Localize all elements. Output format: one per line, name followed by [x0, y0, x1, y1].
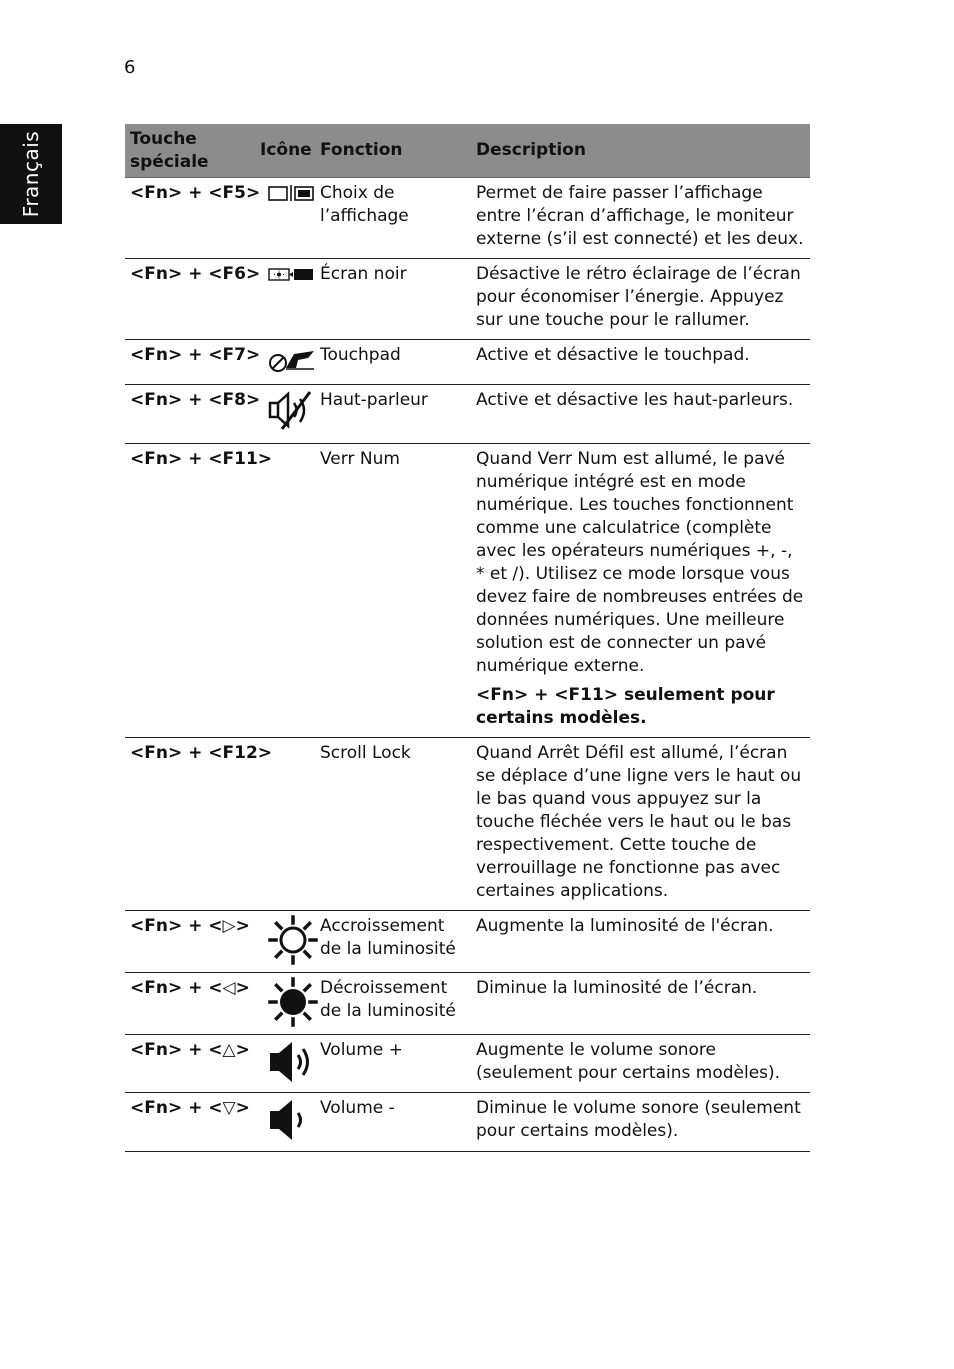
row-function: Haut-parleur	[315, 385, 471, 444]
brightness-down-icon	[268, 977, 318, 1027]
row-function: Touchpad	[315, 340, 471, 385]
row-description: Quand Verr Num est allumé, le pavé numérique intégré est en mode numérique. Les touches fonctionnent comme une calculatrice (complète avec les opérateurs numériques +, -, * et /). Utilisez ce mode lorsque vous devez faire de nombreuses entrées de données numériques. Une meilleure solution est de connecter un pavé numérique externe.	[476, 449, 804, 676]
table-row	[125, 259, 810, 340]
row-key: <Fn> + <F7>	[125, 340, 255, 385]
row-description: Permet de faire passer l’affichage entre l’écran d’affichage, le moniteur externe (s’il est connecté) et les deux.	[471, 178, 810, 259]
row-description: Active et désactive les haut-parleurs.	[471, 385, 810, 444]
row-function: Décroissement de la luminosité	[315, 973, 471, 1035]
touchpad-toggle-icon	[268, 344, 316, 374]
language-tab	[0, 124, 62, 224]
row-function: Scroll Lock	[315, 738, 471, 911]
header-description: Description	[471, 124, 810, 178]
row-function: Choix de l’affichage	[315, 178, 471, 259]
screen-blank-icon	[268, 263, 316, 283]
header-icon: Icône	[255, 124, 315, 178]
hotkey-table	[125, 124, 810, 1152]
row-description: Diminue le volume sonore (seulement pour certains modèles).	[471, 1093, 810, 1152]
table-row	[125, 340, 810, 385]
row-key: <Fn> + <◁>	[125, 973, 255, 1035]
row-description: Augmente le volume sonore (seulement pour certains modèles).	[471, 1035, 810, 1093]
table-row	[125, 178, 810, 259]
row-key: <Fn> + <F8>	[125, 385, 255, 444]
row-key: <Fn> + <▽>	[125, 1093, 255, 1152]
row-function: Verr Num	[315, 444, 471, 738]
row-description: Quand Arrêt Défil est allumé, l’écran se déplace d’une ligne vers le haut ou le bas quand vous appuyez sur la touche fléchée vers le haut ou le bas respectivement. Cette touche de verrouillage ne fonctionne pas avec certaines applications.	[471, 738, 810, 911]
table-row	[125, 1093, 810, 1152]
volume-up-icon	[268, 1039, 318, 1085]
row-description: Augmente la luminosité de l'écran.	[471, 911, 810, 973]
table-row	[125, 1035, 810, 1093]
header-function: Fonction	[315, 124, 471, 178]
display-toggle-icon	[268, 182, 316, 202]
volume-down-icon	[268, 1097, 318, 1143]
brightness-up-icon	[268, 915, 318, 965]
page-number: 6	[124, 57, 136, 78]
row-function: Volume +	[315, 1035, 471, 1093]
row-key: <Fn> + <F11>	[125, 444, 255, 738]
row-key: <Fn> + <F12>	[125, 738, 255, 911]
table-header-row	[125, 124, 810, 178]
header-key: Touche spéciale	[125, 124, 255, 178]
speaker-mute-icon	[268, 389, 316, 433]
row-note: <Fn> + <F11> seulement pour certains modèles.	[476, 685, 775, 728]
language-tab-label: Français	[19, 130, 43, 218]
row-description: Active et désactive le touchpad.	[471, 340, 810, 385]
row-key: <Fn> + <▷>	[125, 911, 255, 973]
row-key: <Fn> + <△>	[125, 1035, 255, 1093]
row-function: Écran noir	[315, 259, 471, 340]
table-row	[125, 973, 810, 1035]
row-key: <Fn> + <F5>	[125, 178, 255, 259]
row-key: <Fn> + <F6>	[125, 259, 255, 340]
row-function: Accroissement de la luminosité	[315, 911, 471, 973]
row-description: Diminue la luminosité de l’écran.	[471, 973, 810, 1035]
table-row	[125, 911, 810, 973]
table-row	[125, 444, 810, 738]
row-function: Volume -	[315, 1093, 471, 1152]
table-row	[125, 738, 810, 911]
table-row	[125, 385, 810, 444]
row-description: Désactive le rétro éclairage de l’écran pour économiser l’énergie. Appuyez sur une touche pour le rallumer.	[471, 259, 810, 340]
